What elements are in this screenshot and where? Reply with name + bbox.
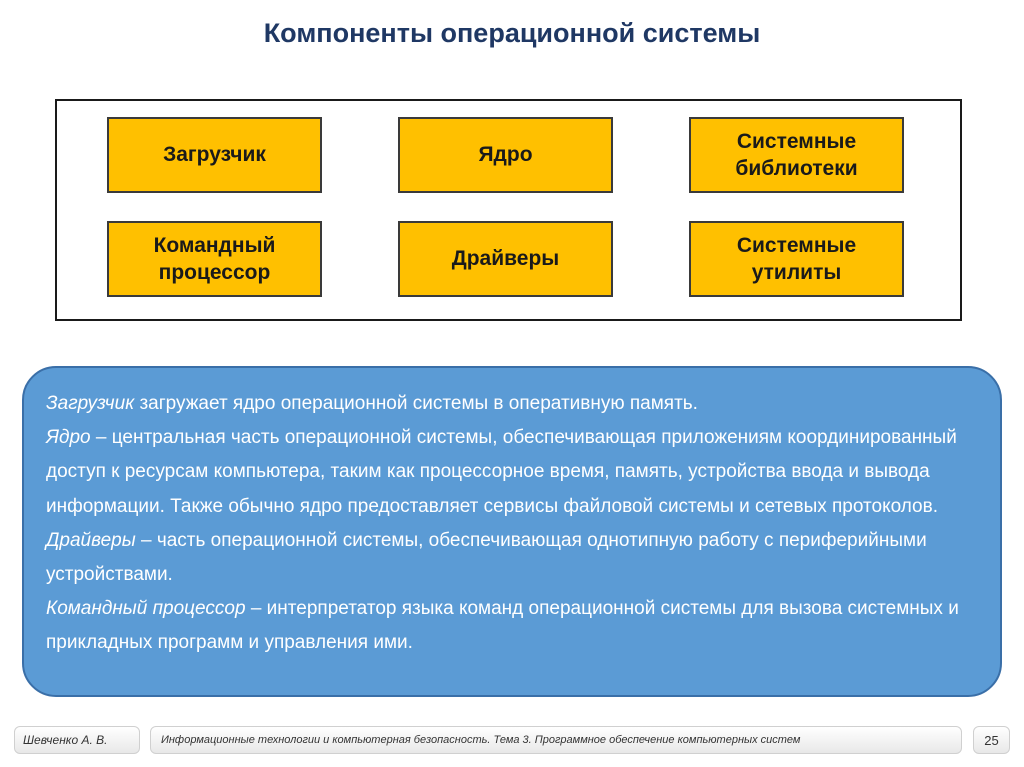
footer-course-text: Информационные технологии и компьютерная безопасность. Тема 3. Программное обеспечение компьютерных систем bbox=[161, 734, 801, 746]
description-drivers bbox=[46, 524, 978, 592]
term-command-processor: Командный процессор bbox=[46, 598, 246, 620]
description-kernel bbox=[46, 421, 978, 524]
description-command-processor bbox=[46, 592, 978, 660]
description-panel bbox=[22, 366, 1002, 697]
component-box-system-utilities: Системные утилиты bbox=[689, 221, 904, 297]
component-box-kernel: Ядро bbox=[398, 117, 613, 193]
component-box-loader: Загрузчик bbox=[107, 117, 322, 193]
page-number-text: 25 bbox=[984, 732, 999, 748]
components-diagram bbox=[55, 99, 962, 321]
definition-kernel: – центральная часть операционной системы, обеспечивающая приложениям координированный доступ к ресурсам компьютера, таким как процессорное время, память, устройства ввода и вывода информации. Также обычно ядро предоставляет сервисы файловой системы и сетевых протоколов. bbox=[46, 427, 957, 517]
component-box-system-libraries: Системные библиотеки bbox=[689, 117, 904, 193]
definition-command-processor: – интерпретатор языка команд операционной системы для вызова системных и прикладных программ и управления ими. bbox=[46, 598, 959, 654]
definition-drivers: – часть операционной системы, обеспечивающая однотипную работу с периферийными устройствами. bbox=[46, 529, 927, 586]
definition-loader: загружает ядро операционной системы в оперативную память. bbox=[134, 393, 698, 414]
term-kernel: Ядро bbox=[46, 427, 91, 449]
footer-author bbox=[14, 726, 140, 754]
footer-author-text: Шевченко А. В. bbox=[23, 733, 108, 747]
slide-title: Компоненты операционной системы bbox=[263, 18, 761, 48]
footer-course bbox=[150, 726, 962, 754]
component-box-drivers: Драйверы bbox=[398, 221, 613, 297]
component-box-command-processor: Командный процессор bbox=[107, 221, 322, 297]
footer-page-number bbox=[973, 726, 1010, 754]
term-loader: Загрузчик bbox=[46, 393, 135, 414]
term-drivers: Драйверы bbox=[46, 529, 136, 551]
description-loader bbox=[46, 387, 978, 421]
